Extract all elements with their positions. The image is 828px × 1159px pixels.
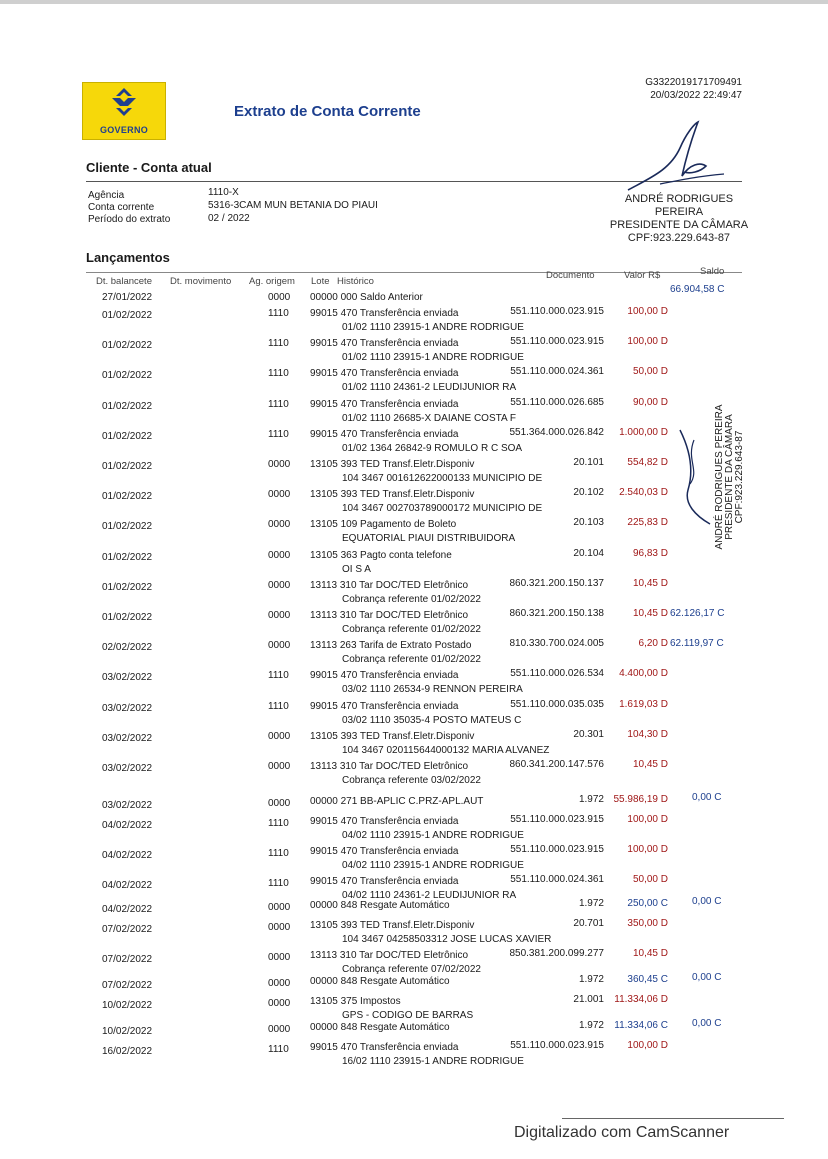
signature-name: ANDRÉ RODRIGUES PEREIRA	[624, 193, 734, 218]
row-ag-origem: 1110	[268, 338, 289, 350]
row-date: 01/02/2022	[102, 521, 153, 533]
row-ag-origem: 0000	[268, 730, 291, 742]
row-historico: 13113 263 Tarifa de Extrato Postado	[310, 640, 472, 652]
row-date: 16/02/2022	[102, 1046, 153, 1057]
row-documento: 551.110.000.026.685	[510, 396, 604, 408]
row-descricao: GPS - CODIGO DE BARRAS	[342, 1010, 474, 1021]
row-descricao: 03/02 1110 35035-4 POSTO MATEUS C	[342, 714, 522, 726]
signature-block	[600, 193, 758, 245]
row-valor: 554,82 D	[627, 457, 668, 468]
table-row	[0, 693, 828, 726]
row-date: 07/02/2022	[102, 980, 153, 991]
row-descricao: 01/02 1110 24361-2 LEUDIJUNIOR RA	[342, 382, 517, 394]
row-valor: 10,45 D	[632, 948, 668, 959]
row-valor: 96,83 D	[632, 547, 668, 559]
signature-scribble-icon	[620, 118, 740, 198]
col-ag-origem: Ag. origem	[249, 276, 295, 287]
row-documento: 551.110.000.023.915	[510, 844, 604, 855]
row-historico: 99015 470 Transferência enviada	[310, 368, 459, 380]
row-ag-origem: 0000	[268, 902, 291, 913]
row-date: 01/02/2022	[102, 430, 153, 442]
row-ag-origem: 1110	[268, 670, 289, 682]
row-descricao: 01/02 1110 23915-1 ANDRE RODRIGUE	[342, 352, 524, 364]
table-row	[0, 812, 828, 842]
row-ag-origem: 1110	[268, 818, 289, 829]
row-date: 27/01/2022	[102, 292, 153, 303]
row-ag-origem: 0000	[268, 579, 291, 591]
row-date: 03/02/2022	[102, 732, 153, 744]
row-valor: 100,00 D	[627, 844, 668, 855]
row-saldo: 62.126,17 C	[670, 608, 725, 619]
row-historico: 99015 470 Transferência enviada	[310, 308, 459, 319]
row-saldo: 0,00 C	[692, 1018, 722, 1029]
row-documento: 551.110.000.023.915	[510, 306, 604, 317]
col-saldo: Saldo	[700, 266, 725, 277]
row-documento: 20.103	[573, 517, 604, 529]
row-historico: 13105 393 TED Transf.Eletr.Disponiv	[310, 730, 475, 742]
row-descricao: 01/02 1110 26685-X DAIANE COSTA F	[342, 412, 516, 424]
row-valor: 11.334,06 C	[614, 1020, 668, 1031]
table-row	[0, 511, 828, 545]
value-periodo: 02 / 2022	[208, 213, 250, 224]
row-historico: 99015 470 Transferência enviada	[310, 876, 459, 887]
row-ag-origem: 0000	[268, 519, 291, 531]
row-date: 10/02/2022	[102, 1026, 153, 1037]
row-descricao: 16/02 1110 23915-1 ANDRE RODRIGUE	[342, 1056, 524, 1067]
col-valor: Valor R$	[624, 270, 661, 281]
table-row	[0, 451, 828, 484]
row-valor: 250,00 C	[627, 898, 668, 909]
row-documento: 20.301	[573, 728, 604, 740]
row-date: 01/02/2022	[102, 461, 153, 472]
row-historico: 00000 000 Saldo Anterior	[310, 292, 423, 303]
row-date: 03/02/2022	[102, 702, 153, 714]
row-ag-origem: 0000	[268, 549, 291, 561]
table-row	[0, 632, 828, 666]
row-date: 07/02/2022	[102, 954, 153, 965]
row-descricao: 104 3467 001612622000133 MUNICIPIO DE	[342, 473, 543, 484]
label-periodo: Período do extrato	[88, 214, 171, 225]
row-historico: 13113 310 Tar DOC/TED Eletrônico	[310, 610, 469, 621]
row-ag-origem: 0000	[268, 761, 291, 772]
lancamentos-section-title: Lançamentos	[86, 250, 170, 265]
row-historico: 13105 393 TED Transf.Eletr.Disponiv	[310, 920, 475, 931]
scan-top-bar	[0, 0, 828, 4]
vertical-signature-cpf: CPF:923.229.643-87	[734, 430, 745, 524]
row-ag-origem: 1110	[268, 368, 289, 380]
document-id	[645, 76, 742, 102]
row-documento: 860.341.200.147.576	[509, 759, 604, 770]
signature-cpf: CPF:923.229.643-87	[627, 232, 731, 244]
row-saldo: 0,00 C	[692, 972, 722, 983]
row-date: 01/02/2022	[102, 491, 153, 503]
table-row	[0, 602, 828, 635]
row-historico: 00000 848 Resgate Automático	[310, 1022, 450, 1033]
table-row	[0, 916, 828, 946]
table-row	[0, 360, 828, 394]
row-documento: 1.972	[578, 898, 604, 909]
label-conta: Conta corrente	[88, 202, 155, 213]
row-ag-origem: 1110	[268, 848, 289, 859]
row-documento: 551.110.000.024.361	[510, 366, 604, 378]
row-documento: 20.701	[573, 918, 604, 929]
col-documento: Documento	[546, 270, 595, 281]
row-ag-origem: 0000	[268, 489, 291, 501]
row-documento: 20.101	[573, 457, 604, 468]
vertical-signature-name: ANDRÉ RODRIGUES PEREIRA	[714, 404, 725, 550]
row-date: 10/02/2022	[102, 1000, 153, 1011]
row-descricao: Cobrança referente 01/02/2022	[342, 593, 481, 605]
row-documento: 551.110.000.026.534	[510, 668, 604, 680]
client-section-title: Cliente - Conta atual	[86, 160, 212, 175]
row-date: 03/02/2022	[102, 800, 153, 811]
client-values	[208, 186, 378, 225]
row-date: 07/02/2022	[102, 924, 153, 935]
row-ag-origem: 0000	[268, 922, 291, 933]
table-row	[0, 300, 828, 333]
row-date: 01/02/2022	[102, 370, 153, 382]
row-ag-origem: 0000	[268, 998, 291, 1009]
row-ag-origem: 0000	[268, 978, 291, 989]
row-descricao: 04/02 1110 24361-2 LEUDIJUNIOR RA	[342, 890, 517, 901]
row-historico: 00000 848 Resgate Automático	[310, 900, 450, 911]
row-date: 02/02/2022	[102, 642, 153, 654]
row-documento: 551.110.000.035.035	[510, 698, 604, 710]
vertical-signature-role: PRESIDENTE DA CÂMARA	[724, 414, 735, 540]
row-historico: 13113 310 Tar DOC/TED Eletrônico	[310, 761, 469, 772]
row-ag-origem: 0000	[268, 610, 291, 621]
row-documento: 21.001	[573, 994, 604, 1005]
row-descricao: 04/02 1110 23915-1 ANDRE RODRIGUE	[342, 830, 524, 841]
row-valor: 1.000,00 D	[619, 426, 668, 438]
row-descricao: Cobrança referente 01/02/2022	[342, 654, 481, 666]
signature-role: PRESIDENTE DA CÂMARA	[609, 219, 749, 231]
row-descricao: OI S A	[342, 563, 371, 575]
row-valor: 104,30 D	[627, 728, 668, 740]
row-valor: 100,00 D	[627, 1040, 668, 1051]
row-saldo: 66.904,58 C	[670, 284, 725, 295]
row-historico: 13113 310 Tar DOC/TED Eletrônico	[310, 950, 469, 961]
row-ag-origem: 0000	[268, 292, 291, 303]
table-row	[0, 1038, 828, 1068]
row-descricao: 01/02 1110 23915-1 ANDRE RODRIGUE	[342, 322, 524, 333]
row-valor: 4.400,00 D	[619, 668, 668, 680]
document-datetime: 20/03/2022 22:49:47	[650, 90, 742, 101]
row-historico: 99015 470 Transferência enviada	[310, 700, 459, 712]
row-date: 01/02/2022	[102, 400, 153, 412]
row-historico: 00000 848 Resgate Automático	[310, 976, 450, 987]
row-documento: 551.110.000.024.361	[510, 874, 604, 885]
value-agencia: 1110-X	[208, 187, 239, 198]
row-historico: 99015 470 Transferência enviada	[310, 816, 459, 827]
bank-logo-icon	[107, 87, 141, 117]
table-row	[0, 330, 828, 364]
row-ag-origem: 0000	[268, 459, 291, 470]
row-historico: 99015 470 Transferência enviada	[310, 338, 459, 350]
row-documento: 1.972	[578, 1020, 604, 1031]
row-valor: 50,00 D	[632, 366, 668, 378]
row-historico: 00000 271 BB-APLIC C.PRZ-APL.AUT	[310, 796, 484, 807]
row-valor: 2.540,03 D	[619, 487, 668, 499]
footer-divider	[562, 1118, 784, 1119]
row-descricao: 104 3467 002703789000172 MUNICIPIO DE	[342, 503, 543, 515]
row-ag-origem: 1110	[268, 398, 289, 410]
row-valor: 50,00 D	[632, 874, 668, 885]
row-date: 04/02/2022	[102, 880, 153, 891]
row-valor: 225,83 D	[627, 517, 668, 529]
row-ag-origem: 1110	[268, 428, 289, 440]
row-historico: 13105 363 Pagto conta telefone	[310, 549, 452, 561]
row-valor: 10,45 D	[632, 577, 668, 589]
row-ag-origem: 1110	[268, 308, 289, 319]
row-descricao: EQUATORIAL PIAUI DISTRIBUIDORA	[342, 533, 516, 545]
table-row	[0, 753, 828, 786]
row-saldo: 0,00 C	[692, 792, 722, 803]
table-row	[0, 842, 828, 872]
row-historico: 99015 470 Transferência enviada	[310, 1042, 459, 1053]
row-date: 01/02/2022	[102, 612, 153, 623]
row-historico: 13113 310 Tar DOC/TED Eletrônico	[310, 579, 469, 591]
table-row	[0, 723, 828, 756]
row-date: 01/02/2022	[102, 551, 153, 563]
row-date: 01/02/2022	[102, 581, 153, 593]
row-documento: 20.102	[573, 487, 604, 499]
row-descricao: 104 3467 04258503312 JOSE LUCAS XAVIER	[342, 934, 552, 945]
row-documento: 551.364.000.026.842	[509, 426, 604, 438]
row-saldo: 62.119,97 C	[670, 638, 724, 650]
row-date: 03/02/2022	[102, 672, 153, 684]
row-ag-origem: 0000	[268, 798, 291, 809]
row-valor: 360,45 C	[627, 974, 668, 985]
col-dt-movimento: Dt. movimento	[170, 276, 232, 287]
row-descricao: Cobrança referente 07/02/2022	[342, 964, 481, 975]
row-historico: 99015 470 Transferência enviada	[310, 428, 459, 440]
table-row	[0, 542, 828, 575]
row-ag-origem: 0000	[268, 952, 291, 963]
row-valor: 1.619,03 D	[619, 698, 668, 710]
row-documento: 860.321.200.150.137	[509, 577, 604, 589]
row-documento: 551.110.000.023.915	[510, 1040, 604, 1051]
document-title: Extrato de Conta Corrente	[234, 103, 421, 120]
row-ag-origem: 0000	[268, 1024, 291, 1035]
bank-logo	[82, 82, 166, 140]
row-historico: 99015 470 Transferência enviada	[310, 846, 459, 857]
row-ag-origem: 1110	[268, 1044, 289, 1055]
row-date: 03/02/2022	[102, 763, 153, 774]
row-historico: 99015 470 Transferência enviada	[310, 398, 459, 410]
table-row	[0, 421, 828, 454]
row-historico: 99015 470 Transferência enviada	[310, 670, 459, 682]
label-agencia: Agência	[88, 190, 125, 201]
row-valor: 55.986,19 D	[613, 794, 668, 805]
row-historico: 13105 375 Impostos	[310, 996, 401, 1007]
row-ag-origem: 1110	[268, 878, 289, 889]
row-valor: 11.334,06 D	[614, 994, 668, 1005]
row-descricao: 104 3467 020115644000132 MARIA ALVANEZ	[342, 744, 550, 756]
table-row	[0, 481, 828, 515]
row-valor: 10,45 D	[632, 608, 668, 619]
col-historico: Histórico	[337, 276, 374, 287]
row-documento: 1.972	[578, 794, 604, 805]
row-valor: 10,45 D	[632, 759, 668, 770]
client-labels	[88, 190, 170, 226]
table-row	[0, 391, 828, 424]
row-historico: 13105 393 TED Transf.Eletr.Disponiv	[310, 459, 475, 470]
row-descricao: Cobrança referente 03/02/2022	[342, 775, 481, 786]
row-date: 04/02/2022	[102, 820, 153, 831]
col-dt-balancete: Dt. balancete	[96, 276, 152, 287]
row-valor: 90,00 D	[632, 396, 668, 408]
row-ag-origem: 1110	[268, 700, 289, 712]
value-conta: 5316-3CAM MUN BETANIA DO PIAUI	[208, 200, 378, 211]
row-valor: 100,00 D	[627, 306, 668, 317]
table-row	[0, 662, 828, 696]
table-row	[0, 572, 828, 605]
col-lote: Lote	[311, 276, 330, 287]
row-valor: 6,20 D	[638, 638, 668, 650]
row-historico: 13105 393 TED Transf.Eletr.Disponiv	[310, 489, 475, 501]
row-date: 01/02/2022	[102, 310, 153, 321]
row-documento: 551.110.000.023.915	[510, 814, 604, 825]
row-saldo: 0,00 C	[692, 896, 722, 907]
row-descricao: 03/02 1110 26534-9 RENNON PEREIRA	[342, 684, 523, 696]
row-ag-origem: 0000	[268, 640, 291, 652]
row-documento: 860.321.200.150.138	[509, 608, 604, 619]
row-documento: 20.104	[573, 547, 604, 559]
row-descricao: Cobrança referente 01/02/2022	[342, 624, 481, 635]
row-date: 01/02/2022	[102, 340, 153, 352]
row-valor: 100,00 D	[627, 814, 668, 825]
logo-label: GOVERNO	[99, 125, 149, 135]
document-code: G3322019171709491	[645, 77, 742, 88]
row-valor: 350,00 D	[627, 918, 668, 929]
scanner-watermark: Digitalizado com CamScanner	[514, 1124, 730, 1141]
row-date: 04/02/2022	[102, 850, 153, 861]
row-documento: 551.110.000.023.915	[510, 336, 604, 348]
row-descricao: 01/02 1364 26842-9 ROMULO R C SOA	[342, 442, 523, 454]
row-documento: 810.330.700.024.005	[509, 638, 604, 650]
row-historico: 13105 109 Pagamento de Boleto	[310, 519, 457, 531]
row-documento: 1.972	[578, 974, 604, 985]
row-date: 04/02/2022	[102, 904, 153, 915]
row-valor: 100,00 D	[627, 336, 668, 348]
row-documento: 850.381.200.099.277	[509, 948, 604, 959]
row-descricao: 04/02 1110 23915-1 ANDRE RODRIGUE	[342, 860, 524, 871]
